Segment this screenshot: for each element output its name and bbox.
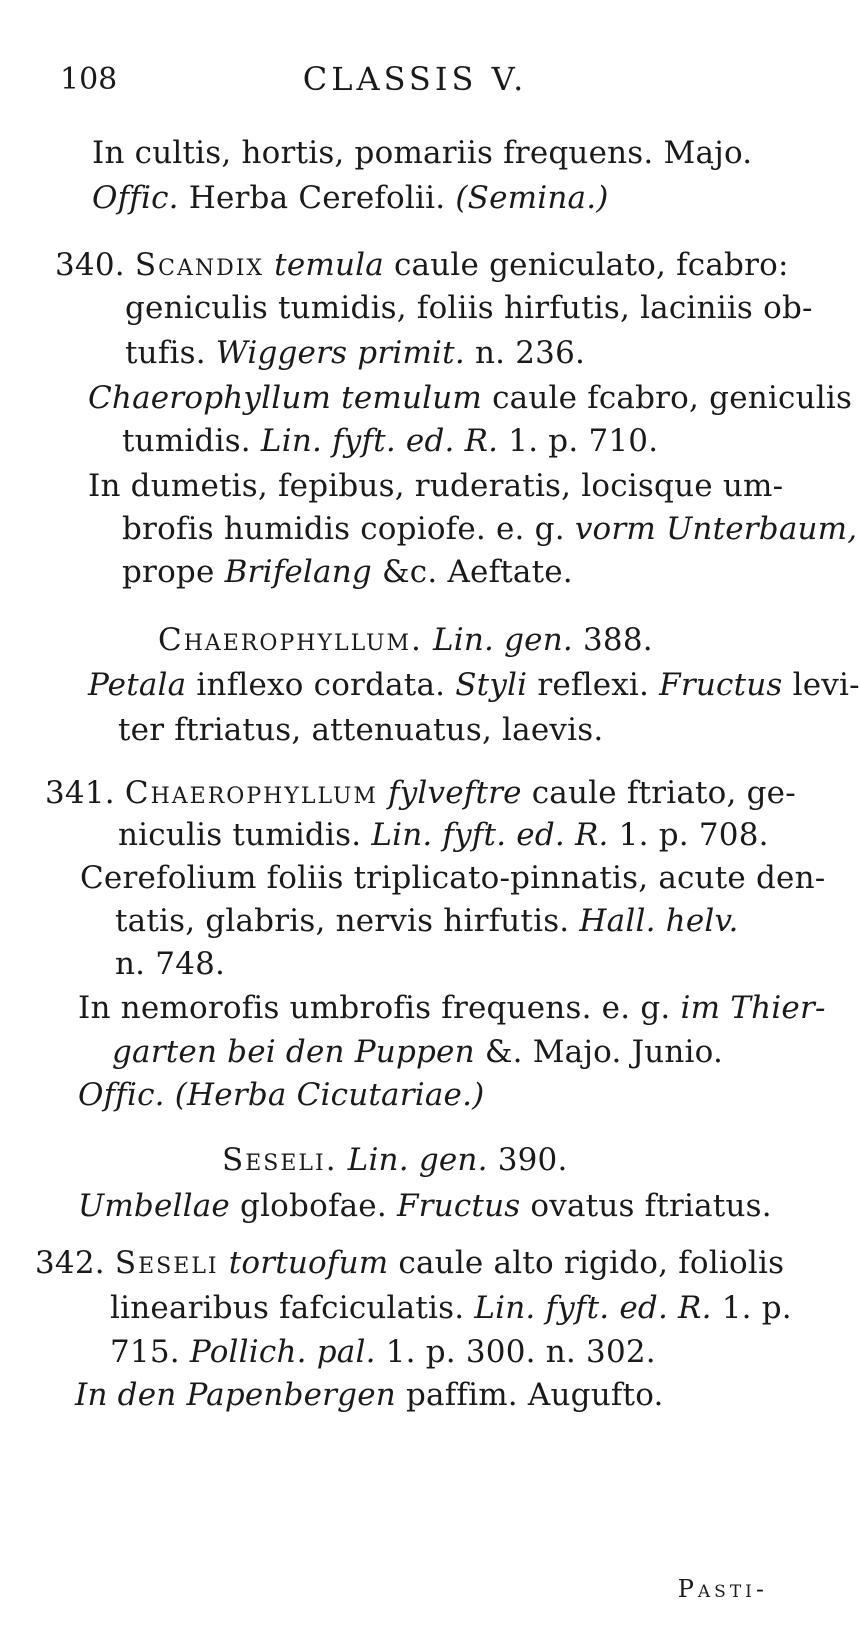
entry-342-line: 342. Seseli tortuofum caule alto rigido, foliolis <box>35 1245 785 1281</box>
text-line: garten bei den Puppen &. Majo. Junio. <box>112 1034 724 1070</box>
text-line: linearibus fafciculatis. Lin. fyft. ed. R. 1. p. <box>110 1290 792 1326</box>
catchword: Pasti- <box>677 1575 768 1603</box>
text-line: tufis. Wiggers primit. n. 236. <box>125 335 586 371</box>
genus-heading: Chaerophyllum. Lin. gen. 388. <box>158 622 653 658</box>
text-line: ter ftriatus, attenuatus, laevis. <box>118 712 604 748</box>
text-line: In cultis, hortis, pomariis frequens. Majo. <box>92 135 753 171</box>
genus-heading: Seseli. Lin. gen. 390. <box>222 1142 568 1178</box>
text-line: In dumetis, fepibus, ruderatis, locisque um- <box>88 468 784 504</box>
text-line: n. 748. <box>115 946 226 982</box>
running-head: CLASSIS V. <box>302 60 528 98</box>
text-line: 715. Pollich. pal. 1. p. 300. n. 302. <box>110 1334 656 1370</box>
text-line: In nemorofis umbrofis frequens. e. g. im Thier- <box>78 990 826 1026</box>
text-line: tumidis. Lin. fyft. ed. R. 1. p. 710. <box>122 423 659 459</box>
text-line: brofis humidis copiofe. e. g. vorm Unterbaum, <box>122 511 858 547</box>
text-line: Offic. Herba Cerefolii. (Semina.) <box>92 180 609 216</box>
text-line: Umbellae globofae. Fructus ovatus ftriatus. <box>78 1188 772 1224</box>
text-line: geniculis tumidis, foliis hirfutis, laciniis ob- <box>125 290 813 326</box>
entry-341-line: 341. Chaerophyllum fylveftre caule ftriato, ge- <box>45 775 796 811</box>
text-line: Chaerophyllum temulum caule fcabro, geniculis <box>88 380 853 416</box>
text-line: Petala inflexo cordata. Styli reflexi. Fructus levi- <box>88 667 860 703</box>
text-line: niculis tumidis. Lin. fyft. ed. R. 1. p. 708. <box>118 817 769 853</box>
text-line: prope Brifelang &c. Aeftate. <box>122 554 573 590</box>
text-line: Cerefolium foliis triplicato-pinnatis, acute den- <box>80 860 826 896</box>
text-line: In den Papenbergen paffim. Augufto. <box>75 1377 664 1413</box>
entry-340-line: 340. Scandix temula caule geniculato, fcabro: <box>55 247 789 283</box>
text-line: tatis, glabris, nervis hirfutis. Hall. helv. <box>115 903 739 939</box>
text-line: Offic. (Herba Cicutariae.) <box>78 1077 485 1113</box>
page-number: 108 <box>60 62 118 97</box>
